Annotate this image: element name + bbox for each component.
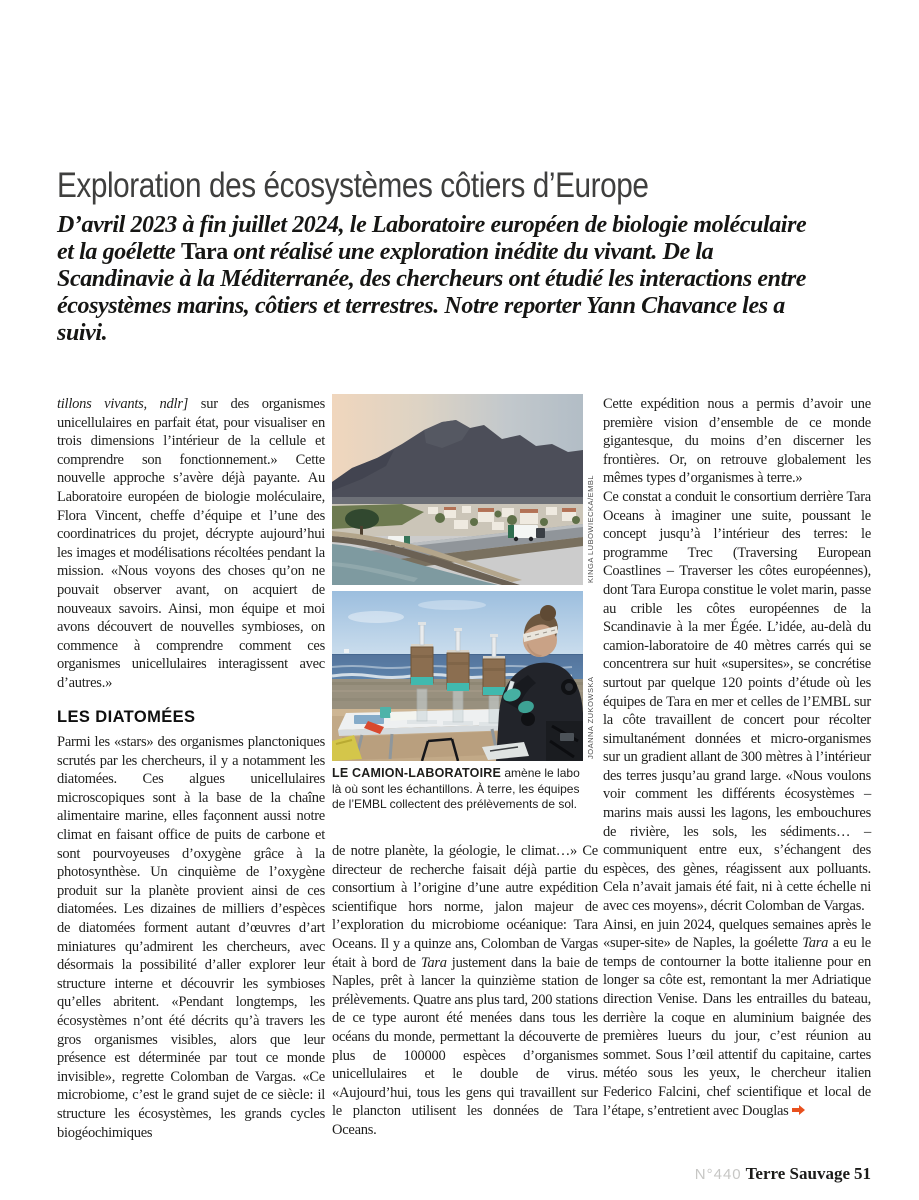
column-middle (332, 842, 598, 1140)
left-paragraph-2: Parmi les «stars» des organismes planctoniques scrutés par les chercheurs, il y a notamment les diatomées. Ces algues unicellulaires microscopiques sont à la base de la chaîne alimentaire marine, elles façonnent aussi notre climat en faisant office de puits de carbone et sont pourvoyeuses d’oxygène grâce à la photosynthèse. Un cinquième de l’oxygène produit sur la planète provient ainsi de ces diatomées. Les dizaines de milliers d’espèces de diatomées forment autant d’œuvres d’art miniatures qu’admirent les chercheurs, avec désormais la possibilité d’aller explorer leur structure interne et découvrir les symbioses qu’elles abritent. «Pendant longtemps, les écosystèmes n’ont été décrits qu’à travers les gros organismes visibles, alors que leur présence est déterminée par tout ce monde invisible», regrette Colomban de Vargas. «Ce microbiome, c’est le grand sujet de ce siècle: il structure les écosystèmes, les grands cycles biogéochimiques (57, 734, 325, 1141)
page-number: 51 (854, 1164, 871, 1183)
page-title: Exploration des écosystèmes côtiers d’Europe (57, 166, 649, 205)
page-footer (695, 1164, 871, 1184)
coastal-landscape-photo (332, 394, 583, 585)
photo-credit-2: JOANNA ZUKOWSKA (586, 676, 595, 759)
middle-paragraph (332, 842, 598, 1140)
standfirst-text-1: D’avril 2023 à fin juillet 2024, le Laboratoire européen de biologie moléculaire et la goélette (57, 212, 807, 265)
left-paragraph-1-text: sur des organismes unicellulaires en parfait état, pour visualiser en trois dimensions l’intérieur de la cellule et comprendre son fonctionnement.» Cette nouvelle approche s’avère déjà payante. Au Laboratoire européen de biologie moléculaire, Flora Vincent, cheffe d’équipe et l’une des coordinatrices du projet, décrypte aujourd’hui les images et modélisations récoltées pendant la mission. «Nous voyons des choses qu’on ne pouvait observer avant, on acquiert de nouveaux savoirs. Ainsi, mon équipe et moi avons découvert de nouvelles symbioses, on commence à comprendre comment ces organismes unicellulaires interagissent avec d’autres.» (57, 396, 325, 691)
column-left (57, 395, 325, 1142)
photo-caption (332, 766, 592, 813)
middle-paragraph-tara: Tara (420, 954, 447, 971)
right-paragraph-3-tara: Tara (802, 935, 829, 952)
continuation-arrow-icon (792, 1102, 805, 1121)
middle-paragraph-text-1: de notre planète, la géologie, le climat…» Ce directeur de recherche faisait déjà partie du consortium à l’origine d’une autre expédition scientifique hors norme, jalon majeur de l’exploration du microbiome océanique: Tara Oceans. Il y a quinze ans, Colomban de Vargas était à bord de (332, 843, 598, 971)
left-paragraph-1 (57, 395, 325, 693)
right-paragraph-2: Ce constat a conduit le consortium derrière Tara Oceans à imaginer une suite, poussant le concept jusqu’à l’intérieur des terres: le programme Trec (Traversing European Coastlines – Traverser les côtes européennes), dont Tara Europa constitue le volet marin, passe au crible les côtes européennes de la Scandinavie à la mer Égée. L’idée, au-delà du camion-laboratoire de 40 mètres carrés qui se concentrera sur huit «supersites», se concrétise surtout par quelque 120 points d’étude où les équipes de Tara en mer et celles de l’EMBL sur la côte travaillent de concert pour récolter simultanément données et micro-organismes sur un gradient allant de 300 mètres à l’intérieur des terres jusqu’au grand large. «Nous voulons voir comment les différents écosystèmes – marins mais aussi les lagons, les embouchures de rivière, les sols, les sédiments… – communiquent entre eux, s’échangent des espèces, des gènes, réagissent aux polluants. Cela n’avait jamais été fait, ni à cette échelle ni avec ces moyens», décrit Colomban de Vargas. (603, 488, 871, 915)
photo-credit-1: KINGA LUBOWIECKA/EMBL (586, 474, 595, 583)
beach-sampling-illustration (332, 591, 583, 761)
right-paragraph-1: Cette expédition nous a permis d’avoir une première vision d’ensemble de ce monde gigantesque, du moins d’en discerner les frontières. Or, on retrouve globalement les mêmes types d’organismes à terre.» (603, 396, 871, 487)
standfirst (57, 212, 809, 347)
photo-caption-text: amène le labo là où sont les échantillons. À terre, les équipes de l’EMBL collectent des prélèvements de sol. (332, 766, 580, 811)
right-paragraph-3-text-1: Ainsi, en juin 2024, quelques semaines après le «super-site» de Naples, la goélette (603, 916, 871, 952)
coastal-landscape-illustration (332, 394, 583, 585)
right-paragraph-3-text-2: a eu le temps de contourner la botte italienne pour en longer sa côte est, remontant la mer Adriatique direction Venise. Dans les entrailles du bateau, derrière la coque en aluminium baignée des premières lueurs du jour, c’est réunion au sommet. Sous l’œil attentif du capitaine, cartes météo sous les yeux, le chercheur italien Federico Falcini, chef scientifique et local de l’étape, s’entretient avec Douglas (603, 935, 871, 1119)
photo-caption-lead: LE CAMION-LABORATOIRE (332, 766, 502, 780)
column-right (603, 395, 871, 1120)
standfirst-text-2: ont réalisé une exploration inédite du vivant. De la Scandinavie à la Méditerranée, des chercheurs ont étudié les interactions entre écosystèmes marins, côtiers et terrestres. Notre reporter Yann Chavance les a suivi. (57, 239, 807, 346)
left-paragraph-1-italic-lead: tillons vivants, ndlr] (57, 396, 189, 412)
right-paragraph-3 (603, 916, 871, 1121)
standfirst-tara: Tara (180, 239, 228, 265)
middle-paragraph-text-2: justement dans la baie de Naples, prêt à lancer la quinzième station de prélèvements. Quatre ans plus tard, 200 stations de ce type auront été menées dans tous les océans du monde, permettant la découverte de plus de 100000 espèces d’organismes unicellulaires et le double de virus. «Aujourd’hui, tous les gens qui travaillent sur le plancton utilisent les données de Tara Oceans. (332, 954, 598, 1138)
magazine-name: Terre Sauvage (745, 1164, 850, 1183)
issue-number: N°440 (694, 1166, 742, 1183)
section-heading-diatomees: LES DIATOMÉES (57, 707, 196, 726)
beach-sampling-photo (332, 591, 583, 761)
